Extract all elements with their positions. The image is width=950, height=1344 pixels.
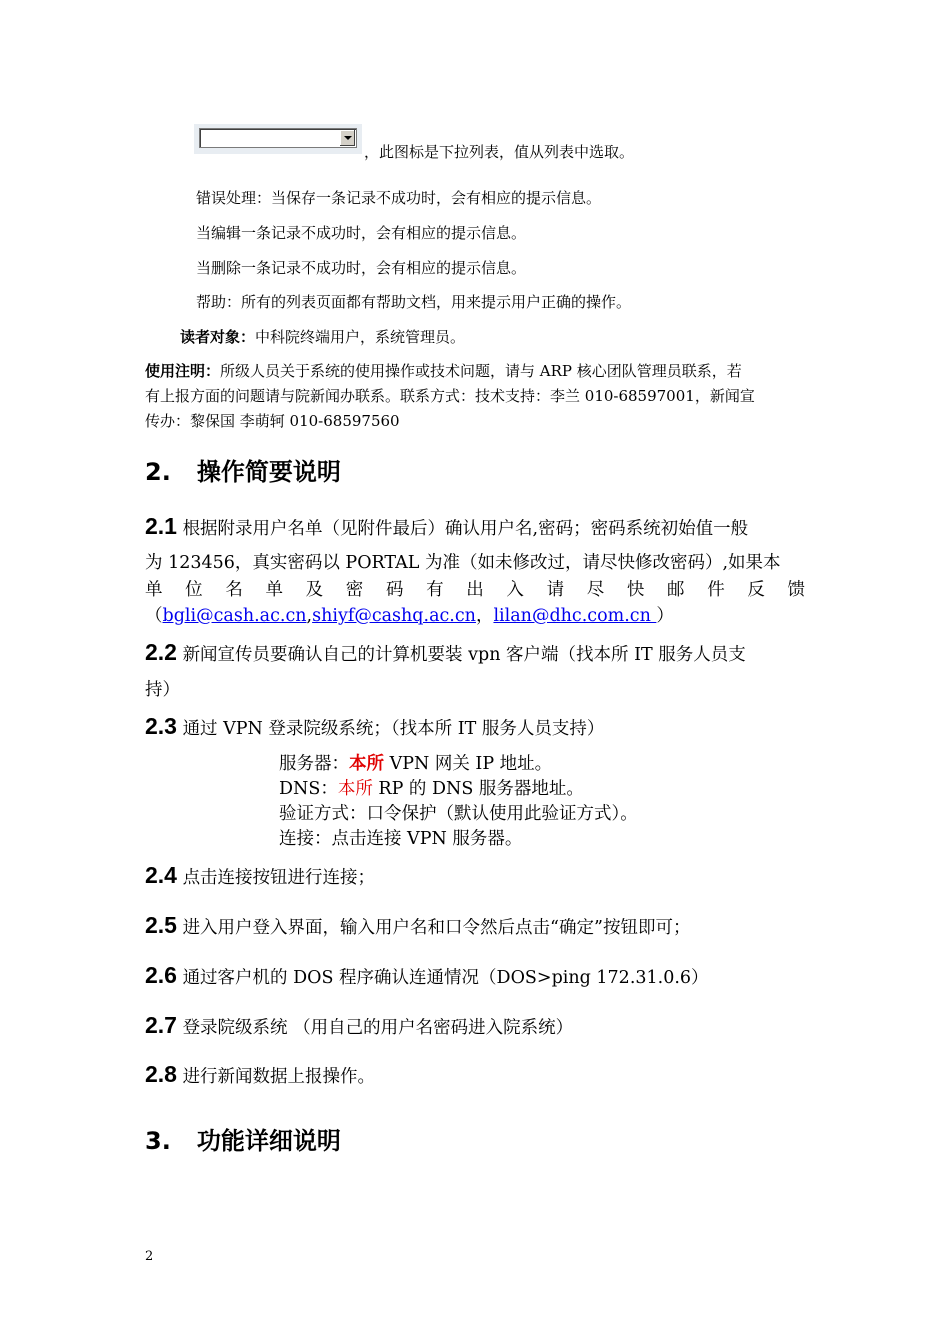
section-3-heading: [145, 1121, 341, 1156]
item-2-6-line: [145, 962, 709, 989]
audience-label: 读者对象：: [180, 328, 256, 346]
char: 邮: [667, 580, 685, 600]
item-2-7-text: 登录院级系统 （用自己的用户名密码进入院系统）: [182, 1018, 574, 1038]
char: 名: [225, 580, 243, 600]
email-link-bgli[interactable]: bgli@cash.ac.cn: [162, 606, 307, 626]
audience-line: [180, 326, 465, 347]
comma: ，: [475, 606, 494, 626]
item-2-1-number: 2.1: [145, 513, 177, 539]
char: 有: [426, 580, 444, 600]
item-2-7-line: [145, 1012, 573, 1039]
dns-text: RP 的 DNS 服务器地址。: [372, 779, 584, 799]
item-2-2-number: 2.2: [145, 639, 177, 665]
item-2-1-line-3: [145, 576, 805, 601]
server-label: 服务器：: [279, 754, 349, 774]
item-2-2-line-2: 持）: [145, 680, 180, 700]
char: 反: [747, 580, 765, 600]
comma: ,: [306, 606, 313, 626]
usage-line-2: 有上报方面的问题请与院新闻办联系。联系方式：技术支持：李兰 010-68597001，新闻宣: [145, 387, 755, 405]
server-text: VPN 网关 IP 地址。: [384, 754, 553, 774]
section-2-heading: [145, 452, 341, 487]
item-2-3-text: 通过 VPN 登录院级系统；（找本所 IT 服务人员支持）: [182, 719, 605, 739]
item-2-4-number: 2.4: [145, 862, 177, 888]
item-2-2-text-1: 新闻宣传员要确认自己的计算机要装 vpn 客户端（找本所 IT 服务人员支: [182, 645, 746, 665]
open-paren: （: [145, 606, 163, 626]
char: 及: [305, 580, 324, 600]
vpn-server-line: [279, 750, 552, 775]
chevron-down-icon: [339, 130, 355, 146]
item-2-8-text: 进行新闻数据上报操作。: [182, 1067, 376, 1087]
item-2-4-text: 点击连接按钮进行连接；: [182, 868, 376, 888]
dns-highlight: 本所: [337, 779, 373, 799]
char: 馈: [787, 580, 805, 600]
close-paren: ）: [656, 606, 674, 626]
item-2-5-line: [145, 912, 690, 939]
vpn-connect-line: 连接：点击连接 VPN 服务器。: [279, 829, 523, 849]
section-3-title: 功能详细说明: [196, 1127, 341, 1155]
char: 单: [145, 580, 163, 600]
help-line: 帮助：所有的列表页面都有帮助文档，用来提示用户正确的操作。: [196, 293, 632, 311]
error-line-edit: 当编辑一条记录不成功时，会有相应的提示信息。: [196, 224, 527, 242]
vpn-auth-line: 验证方式：口令保护（默认使用此验证方式）。: [279, 804, 638, 824]
item-2-5-text: 进入用户登入界面，输入用户名和口令然后点击“确定”按钮即可；: [182, 918, 691, 938]
char: 码: [385, 580, 404, 600]
usage-line-1: [145, 360, 742, 381]
char: 入: [506, 580, 524, 600]
item-2-6-number: 2.6: [145, 962, 177, 988]
item-2-1-line-2: 为 123456，真实密码以 PORTAL 为准（如未修改过，请尽快修改密码）,如果本: [145, 553, 781, 573]
dropdown-sample: [199, 128, 357, 148]
char: 单: [265, 580, 283, 600]
audience-text: 中科院终端用户，系统管理员。: [255, 328, 466, 346]
item-2-3-line: [145, 713, 604, 740]
dropdown-note: ，此图标是下拉列表，值从列表中选取。: [364, 143, 635, 161]
error-line-save: 错误处理：当保存一条记录不成功时，会有相应的提示信息。: [196, 189, 602, 207]
item-2-8-number: 2.8: [145, 1061, 177, 1087]
usage-line-3: 传办：黎保国 李萌轲 010-68597560: [145, 412, 400, 430]
error-line-delete: 当删除一条记录不成功时，会有相应的提示信息。: [196, 259, 527, 277]
item-2-1-text-1: 根据附录用户名单（见附件最后）确认用户名,密码；密码系统初始值一般: [182, 519, 749, 539]
vpn-dns-line: [279, 775, 584, 800]
item-2-7-number: 2.7: [145, 1012, 177, 1038]
item-2-5-number: 2.5: [145, 912, 177, 938]
section-2-number: 2.: [145, 458, 171, 486]
char: 尽: [586, 580, 605, 600]
usage-text-1: 所级人员关于系统的使用操作或技术问题，请与 ARP 核心团队管理员联系，若: [220, 362, 742, 380]
char: 请: [546, 580, 565, 600]
section-2-title: 操作简要说明: [196, 458, 341, 486]
char: 位: [185, 580, 203, 600]
email-link-shiyf[interactable]: shiyf@cashq.ac.cn: [312, 606, 476, 626]
dns-label: DNS：: [279, 779, 338, 799]
char: 件: [707, 580, 725, 600]
char: 快: [626, 580, 645, 600]
section-3-number: 3.: [145, 1127, 171, 1155]
page-number: 2: [145, 1249, 154, 1264]
item-2-1-line-1: [145, 513, 748, 540]
item-2-3-number: 2.3: [145, 713, 177, 739]
item-2-4-line: [145, 862, 375, 889]
char: 密: [345, 580, 364, 600]
usage-label: 使用注明：: [145, 362, 221, 380]
email-link-lilan[interactable]: lilan@dhc.com.cn: [493, 606, 657, 626]
item-2-1-line-4: [145, 602, 674, 627]
item-2-2-line-1: [145, 639, 746, 666]
char: 出: [466, 580, 484, 600]
item-2-6-text: 通过客户机的 DOS 程序确认连通情况（DOS>ping 172.31.0.6）: [182, 968, 709, 988]
item-2-8-line: [145, 1061, 375, 1088]
server-highlight: 本所: [349, 754, 384, 774]
